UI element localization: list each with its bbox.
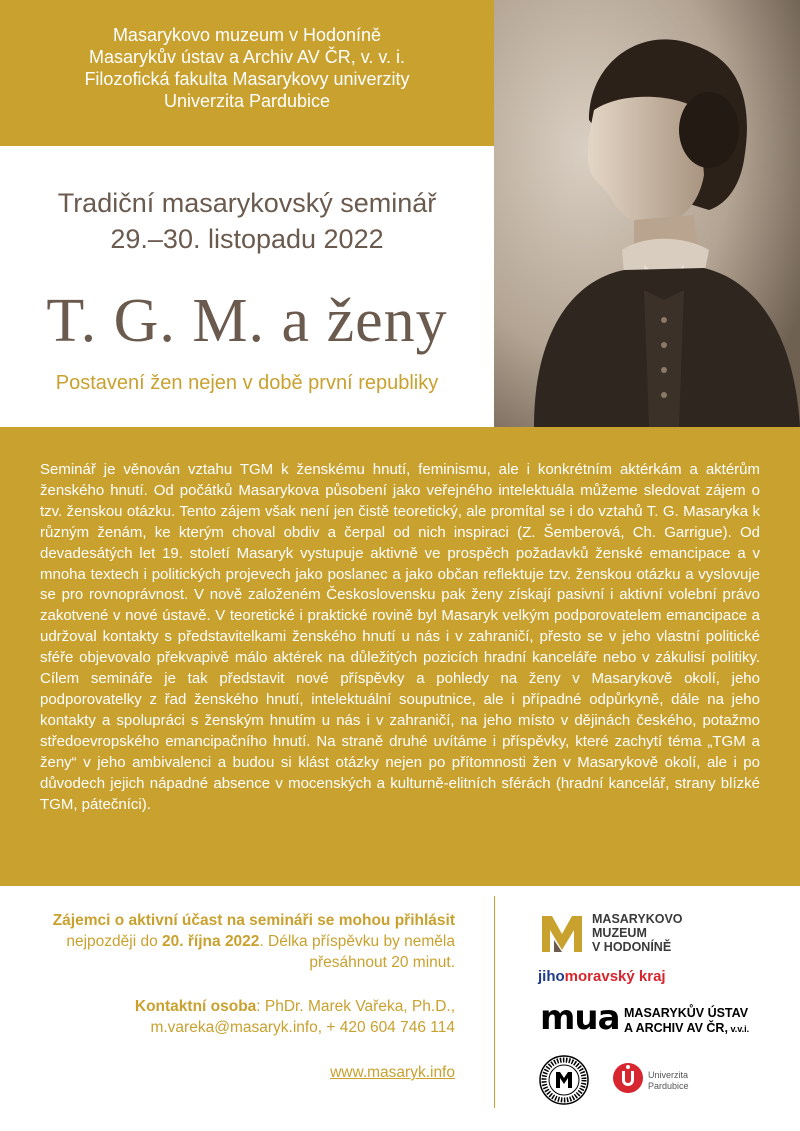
organiser-line: Univerzita Pardubice: [163, 91, 331, 111]
registration-text: nejpozději do: [66, 933, 163, 950]
contact-label: Kontaktní osoba: [134, 998, 257, 1015]
jmk-logo: [538, 968, 666, 985]
masaryk-museum-logo: [540, 912, 740, 960]
registration-bold: Zájemci o aktivní účast na semináři se mohou přihlásit: [52, 912, 455, 929]
registration-deadline: 20. října 2022: [162, 933, 260, 950]
page-subtitle: Postavení žen nejen v době první republiky: [55, 372, 439, 394]
contact-info: [40, 996, 455, 1038]
registration-text-after: . Délka příspěvku by neměla přesáhnout 20 minut.: [259, 933, 455, 971]
mm-monogram-icon: [540, 912, 584, 956]
mua-logo-line: A ARCHIV AV ČR,: [624, 1021, 728, 1035]
registration-callout: [40, 910, 455, 973]
mua-logo-line: MASARYKŮV ÚSTAV: [624, 1006, 749, 1020]
contact-line1: : PhDr. Marek Vařeka, Ph.D.,: [256, 998, 455, 1015]
organiser-line: Masarykův ústav a Archiv AV ČR, v. v. i.: [88, 47, 406, 67]
portrait-image: [494, 0, 800, 427]
muni-seal-logo: [538, 1054, 590, 1106]
portrait-photo: [494, 0, 800, 427]
contact-line2[interactable]: m.vareka@masaryk.info, + 420 604 746 114: [150, 1019, 455, 1036]
vertical-divider: [494, 896, 495, 1108]
description-block: [0, 427, 800, 886]
mua-logo: [540, 998, 780, 1044]
mmh-logo-line: MUZEUM: [592, 926, 647, 940]
seminar-series: Tradiční masarykovský seminář: [57, 188, 437, 218]
upce-logo-line: Pardubice: [648, 1081, 689, 1091]
registration-info: [0, 886, 494, 1131]
mua-logo-suffix: v.v.i.: [727, 1024, 750, 1034]
upce-logo: [612, 1062, 722, 1102]
mua-monogram: mua: [540, 998, 620, 1038]
description-text: Seminář je věnován vztahu TGM k ženskému hnutí, feminismu, ale i konkrétním aktérkám a aktérům ženského hnutí. Od počátků Masarykova působení jako veřejného intelektuála můžeme sledovat zájem o tzv. ženskou otázku. Tento zájem však není jen čistě teoretický, ale promítal se i do vztahů T. G. Masaryka k různým ženám, ke kterým choval obdiv a čerpal od nich inspiraci (Z. Šemberová, Ch. Garrigue). Od devadesátých let 19. století Masaryk vystupuje aktivně ve prospěch požadavků ženské emancipace a v mnoha textech i politických projevech jako poslanec a jako občan reflektuje tzv. ženskou otázku a vyslovuje se pro rovnoprávnost. V nově založeném Československu pak ženy získají pasivní i aktivní volební právo zakotvené v nové ústavě. V teoretické i praktické rovině byl Masaryk velkým podporovatelem emancipace a udržoval kontakty s představitelkami ženského hnutí u nás i v zahraničí, přesto se v jeho vlastní politické sféře objevovalo překvapivě málo aktérek na důležitých pozicích hradní kanceláře nebo v zákulisí politiky. Cílem semináře je tak představit nové příspěvky a pohledy na ženy v Masarykově okolí, jeho podporovatelky z řad ženského hnutí, intelektuální souputnice, ale i případné odpůrkyně, dále na jeho kontakty a spolupráci s ženským hnutím u nás i v zahraničí, na jeho místo v dějinách českého, potažmo středoevropského emancipačního hnutí. Na straně druhé uvítáme i příspěvky, které zachytí téma „TGM a ženy“ v jeho ambivalenci a budou si klást otázky nejen po přítomnosti žen v Masarykově okolí, ale i po důvodech jejich nápadné absence v mocenských a kulturně-elitních sférách (hradní kancelář, strany blízké TGM, pátečníci).: [40, 461, 760, 813]
jmk-logo-part1: jiho: [538, 968, 565, 985]
title-block: [0, 146, 494, 427]
website-link[interactable]: www.masaryk.info: [330, 1064, 455, 1081]
organiser-line: Filozofická fakulta Masarykovy univerzity: [84, 69, 410, 89]
page-title: T. G. M. a ženy: [46, 287, 448, 355]
seminar-dates: 29.–30. listopadu 2022: [110, 224, 384, 254]
mmh-logo-line: MASARYKOVO: [592, 912, 683, 926]
organiser-line: Masarykovo muzeum v Hodoníně: [112, 25, 382, 45]
organisers-block: [0, 0, 494, 146]
mmh-logo-line: V HODONÍNĚ: [592, 940, 672, 954]
muni-seal-icon: [538, 1054, 590, 1106]
upce-logo-line: Univerzita: [648, 1070, 689, 1080]
upce-mark-icon: [612, 1062, 644, 1094]
jmk-logo-part2: moravský kraj: [564, 968, 666, 985]
